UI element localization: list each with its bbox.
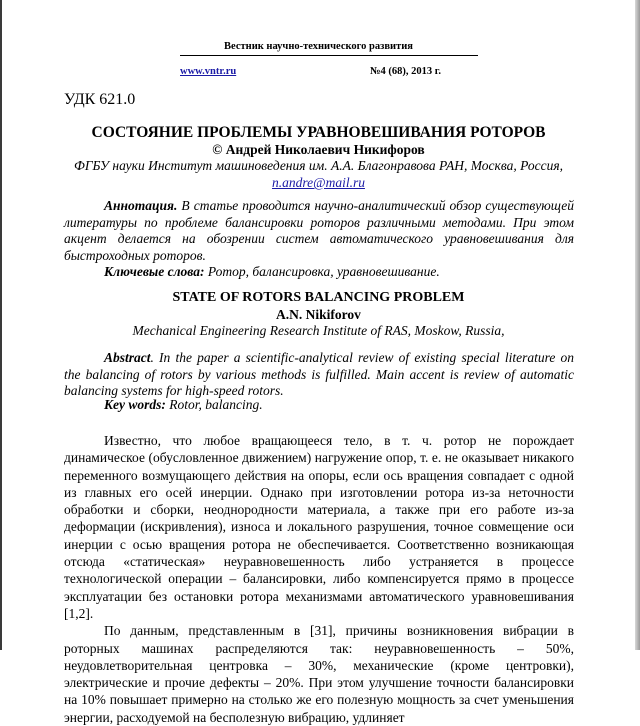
- affiliation-en: Mechanical Engineering Research Institute of RAS, Moskow, Russia,: [132, 323, 505, 338]
- journal-title: Вестник научно-технического развития: [224, 41, 413, 52]
- author-en: A.N. Nikiforov: [276, 307, 361, 322]
- issue-info: №4 (68), 2013 г.: [370, 66, 442, 77]
- article-title-ru: СОСТОЯНИЕ ПРОБЛЕМЫ УРАВНОВЕШИВАНИЯ РОТОРОВ: [91, 124, 546, 141]
- article-title-en: STATE OF ROTORS BALANCING PROBLEM: [172, 290, 465, 305]
- author-ru: © Андрей Николаевич Никифоров: [212, 142, 425, 157]
- keywords-en-text: Rotor, balancing.: [165, 397, 263, 412]
- udc-code: УДК 621.0: [64, 91, 136, 108]
- site-link[interactable]: www.vntr.ru: [180, 66, 237, 77]
- body-paragraph-2: По данным, представленным в [31], причины возникновения вибрации в роторных машинах распределяются так: неуравновешенность – 50%, неудовлетворительная центровка – 30%, механические (кроме центровки), электрические и прочие дефекты – 20%. При этом улучшение точности балансировки на 10% повышает примерно на столько же его полезную мощность за счет уменьшения энергии, расходуемой на бесполезную вибрацию, удлиняет: [64, 623, 574, 725]
- keywords-ru-label: Ключевые слова:: [104, 264, 205, 279]
- body-text: [64, 432, 574, 726]
- body-paragraph-1: Известно, что любое вращающееся тело, в т. ч. ротор не порождает динамическое (обусловленное движением) нагружение опор, т. е. не оказывает никакого переменного возмущающего действия на опоры, если ось вращения совпадает с одной из главных его осей инерции. Однако при изготовлении ротора из-за неточности обработки и сборки, неоднородности материала, а также при его работе из-за деформации (искривления), износа и локального разрушения, точное совмещение оси инерции с осью вращения ротора не обеспечивается. Соответственно возникающая отсюда «статическая» неуравновешенность либо устраняется в процессе технологической операции – балансировки, либо компенсируется прямо в процессе эксплуатации без остановки ротора механизмами автоматического уравновешивания [1,2].: [64, 433, 574, 621]
- affiliation-ru: ФГБУ науки Институт машиноведения им. А.А. Благонравова РАН, Москва, Россия,: [73, 158, 564, 173]
- document-page: [2, 0, 635, 725]
- keywords-en-label: Key words:: [104, 397, 166, 412]
- header-rule: [180, 55, 478, 56]
- author-email: [2, 175, 635, 191]
- keywords-ru-text: Ротор, балансировка, уравновешивание.: [204, 264, 440, 279]
- email-link[interactable]: n.andre@mail.ru: [272, 175, 365, 190]
- abstract-text: . In the paper a scientific-analytical review of existing special literature on the balancing of rotors by various methods is fulfilled. Main accent is review of automatic balancing systems for high-speed rotors.: [64, 350, 574, 398]
- annotation-label: Аннотация.: [104, 198, 178, 213]
- keywords-ru: [104, 264, 440, 280]
- annotation-ru: [64, 198, 574, 264]
- abstract-label: Abstract: [104, 350, 151, 365]
- annotation-text: В статье проводится научно-аналитический обзор существующей литературы по проблеме балансировки роторов различными методами. При этом акцент делается на обозрении систем автоматического уравновешивания для быстроходных роторов.: [64, 198, 574, 263]
- keywords-en: [104, 397, 263, 413]
- viewer-scrollbar[interactable]: [635, 0, 640, 650]
- abstract-en: [64, 350, 574, 400]
